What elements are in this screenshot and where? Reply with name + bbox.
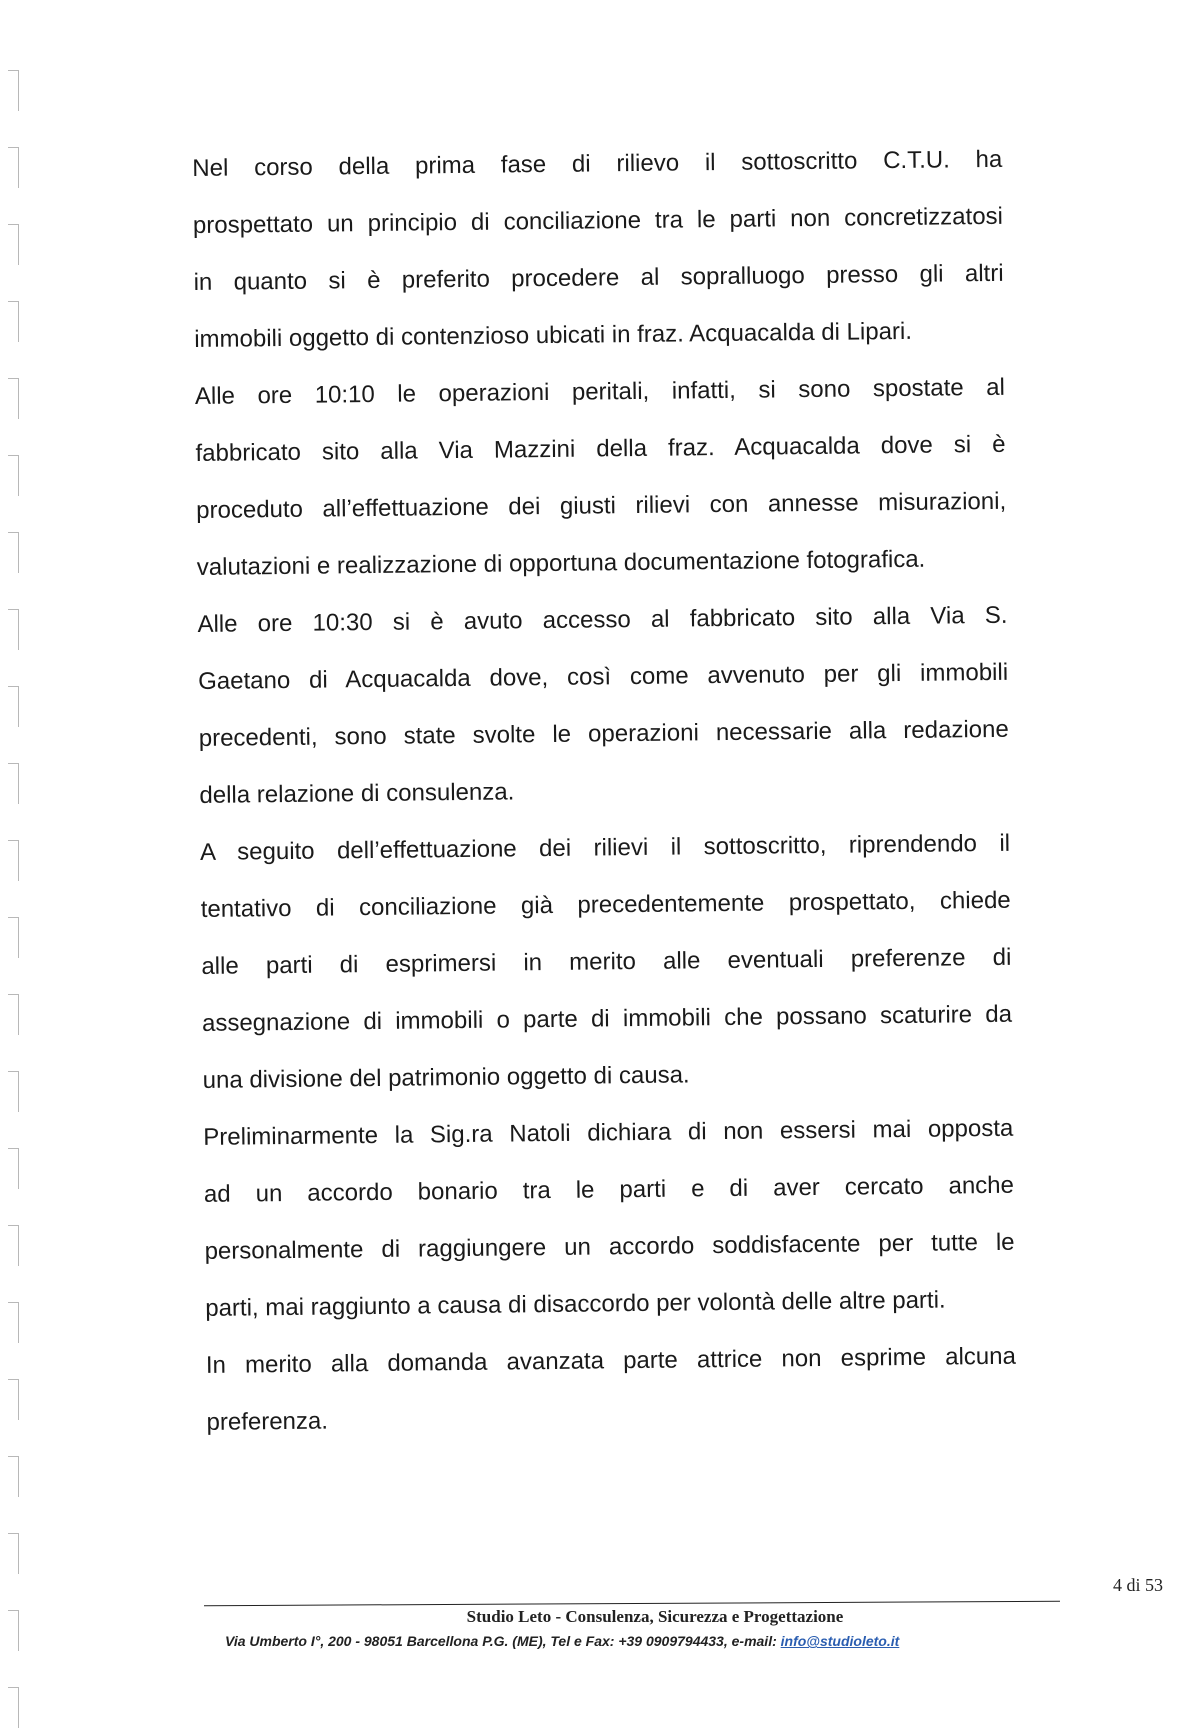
text-line: immobili oggetto di contenzioso ubicati in fraz. Acquacalda di Lipari. <box>194 317 913 353</box>
footer-divider <box>204 1601 1060 1606</box>
text-line: Preliminarmente la Sig.ra Natoli dichiara di non essersi mai opposta <box>203 1114 1014 1151</box>
margin-mark <box>8 840 19 881</box>
text-line: ad un accordo bonario tra le parti e di aver cercato anche <box>203 1171 1015 1208</box>
text-line: Gaetano di Acquacalda dove, così come avvenuto per gli immobili <box>197 658 1009 695</box>
text-line: della relazione di consulenza. <box>199 778 515 809</box>
margin-mark <box>8 455 19 496</box>
text-line: in quanto si è preferito procedere al sopralluogo presso gli altri <box>193 259 1004 296</box>
margin-mark <box>8 1148 19 1189</box>
text-line: valutazioni e realizzazione di opportuna documentazione fotografica. <box>196 545 926 581</box>
margin-mark <box>8 301 19 342</box>
margin-mark <box>8 1071 19 1112</box>
margin-mark <box>8 609 19 650</box>
margin-mark <box>8 532 19 573</box>
text-line: preferenza. <box>206 1407 329 1436</box>
text-line: precedenti, sono state svolte le operazioni necessarie alla redazione <box>198 715 1009 752</box>
body-text <box>192 131 1017 1451</box>
footer-email-link[interactable]: info@studioleto.it <box>780 1633 900 1649</box>
text-line: A seguito dell’effettuazione dei rilievi il sottoscritto, riprendendo il <box>199 829 1011 866</box>
text-line: Alle ore 10:10 le operazioni peritali, infatti, si sono spostate al <box>194 373 1006 410</box>
margin-mark <box>8 1456 19 1497</box>
binding-margin-marks <box>0 0 30 1718</box>
footer-title: Studio Leto - Consulenza, Sicurezza e Progettazione <box>466 1607 844 1626</box>
page-number: 4 di 53 <box>1113 1575 1164 1595</box>
text-line: Alle ore 10:30 si è avuto accesso al fabbricato sito alla Via S. <box>197 601 1008 638</box>
margin-mark <box>8 224 19 265</box>
margin-mark <box>8 686 19 727</box>
footer-contact <box>225 1633 899 1649</box>
margin-mark <box>8 1610 19 1651</box>
margin-mark <box>8 1302 19 1343</box>
margin-mark <box>8 1225 19 1266</box>
text-line: prospettato un principio di conciliazione tra le parti non concretizzatosi <box>192 202 1004 239</box>
margin-mark <box>8 70 19 111</box>
text-line: alle parti di esprimersi in merito alle eventuali preferenze di <box>201 943 1012 980</box>
margin-mark <box>8 378 19 419</box>
text-line: fabbricato sito alla Via Mazzini della fraz. Acquacalda dove si è <box>195 430 1006 467</box>
margin-mark <box>8 917 19 958</box>
margin-mark <box>8 1379 19 1420</box>
text-line: parti, mai raggiunto a causa di disaccordo per volontà delle altre parti. <box>205 1286 946 1322</box>
text-line: proceduto all’effettuazione dei giusti rilievi con annesse misurazioni, <box>196 487 1007 524</box>
text-line: assegnazione di immobili o parte di immobili che possano scaturire da <box>201 1000 1013 1037</box>
margin-mark <box>8 763 19 804</box>
text-line: una divisione del patrimonio oggetto di causa. <box>202 1061 690 1094</box>
margin-mark <box>8 994 19 1035</box>
text-line: tentativo di conciliazione già precedentemente prospettato, chiede <box>200 886 1011 923</box>
footer-address: Via Umberto I°, 200 - 98051 Barcellona P.G. (ME), Tel e Fax: +39 0909794433, e-mail: <box>225 1633 781 1649</box>
text-line: personalmente di raggiungere un accordo soddisfacente per tutte le <box>204 1228 1015 1265</box>
text-line: In merito alla domanda avanzata parte attrice non esprime alcuna <box>205 1342 1017 1379</box>
margin-mark <box>8 1687 19 1728</box>
margin-mark <box>8 1533 19 1574</box>
margin-mark <box>8 147 19 188</box>
text-line: Nel corso della prima fase di rilievo il sottoscritto C.T.U. ha <box>192 145 1003 182</box>
